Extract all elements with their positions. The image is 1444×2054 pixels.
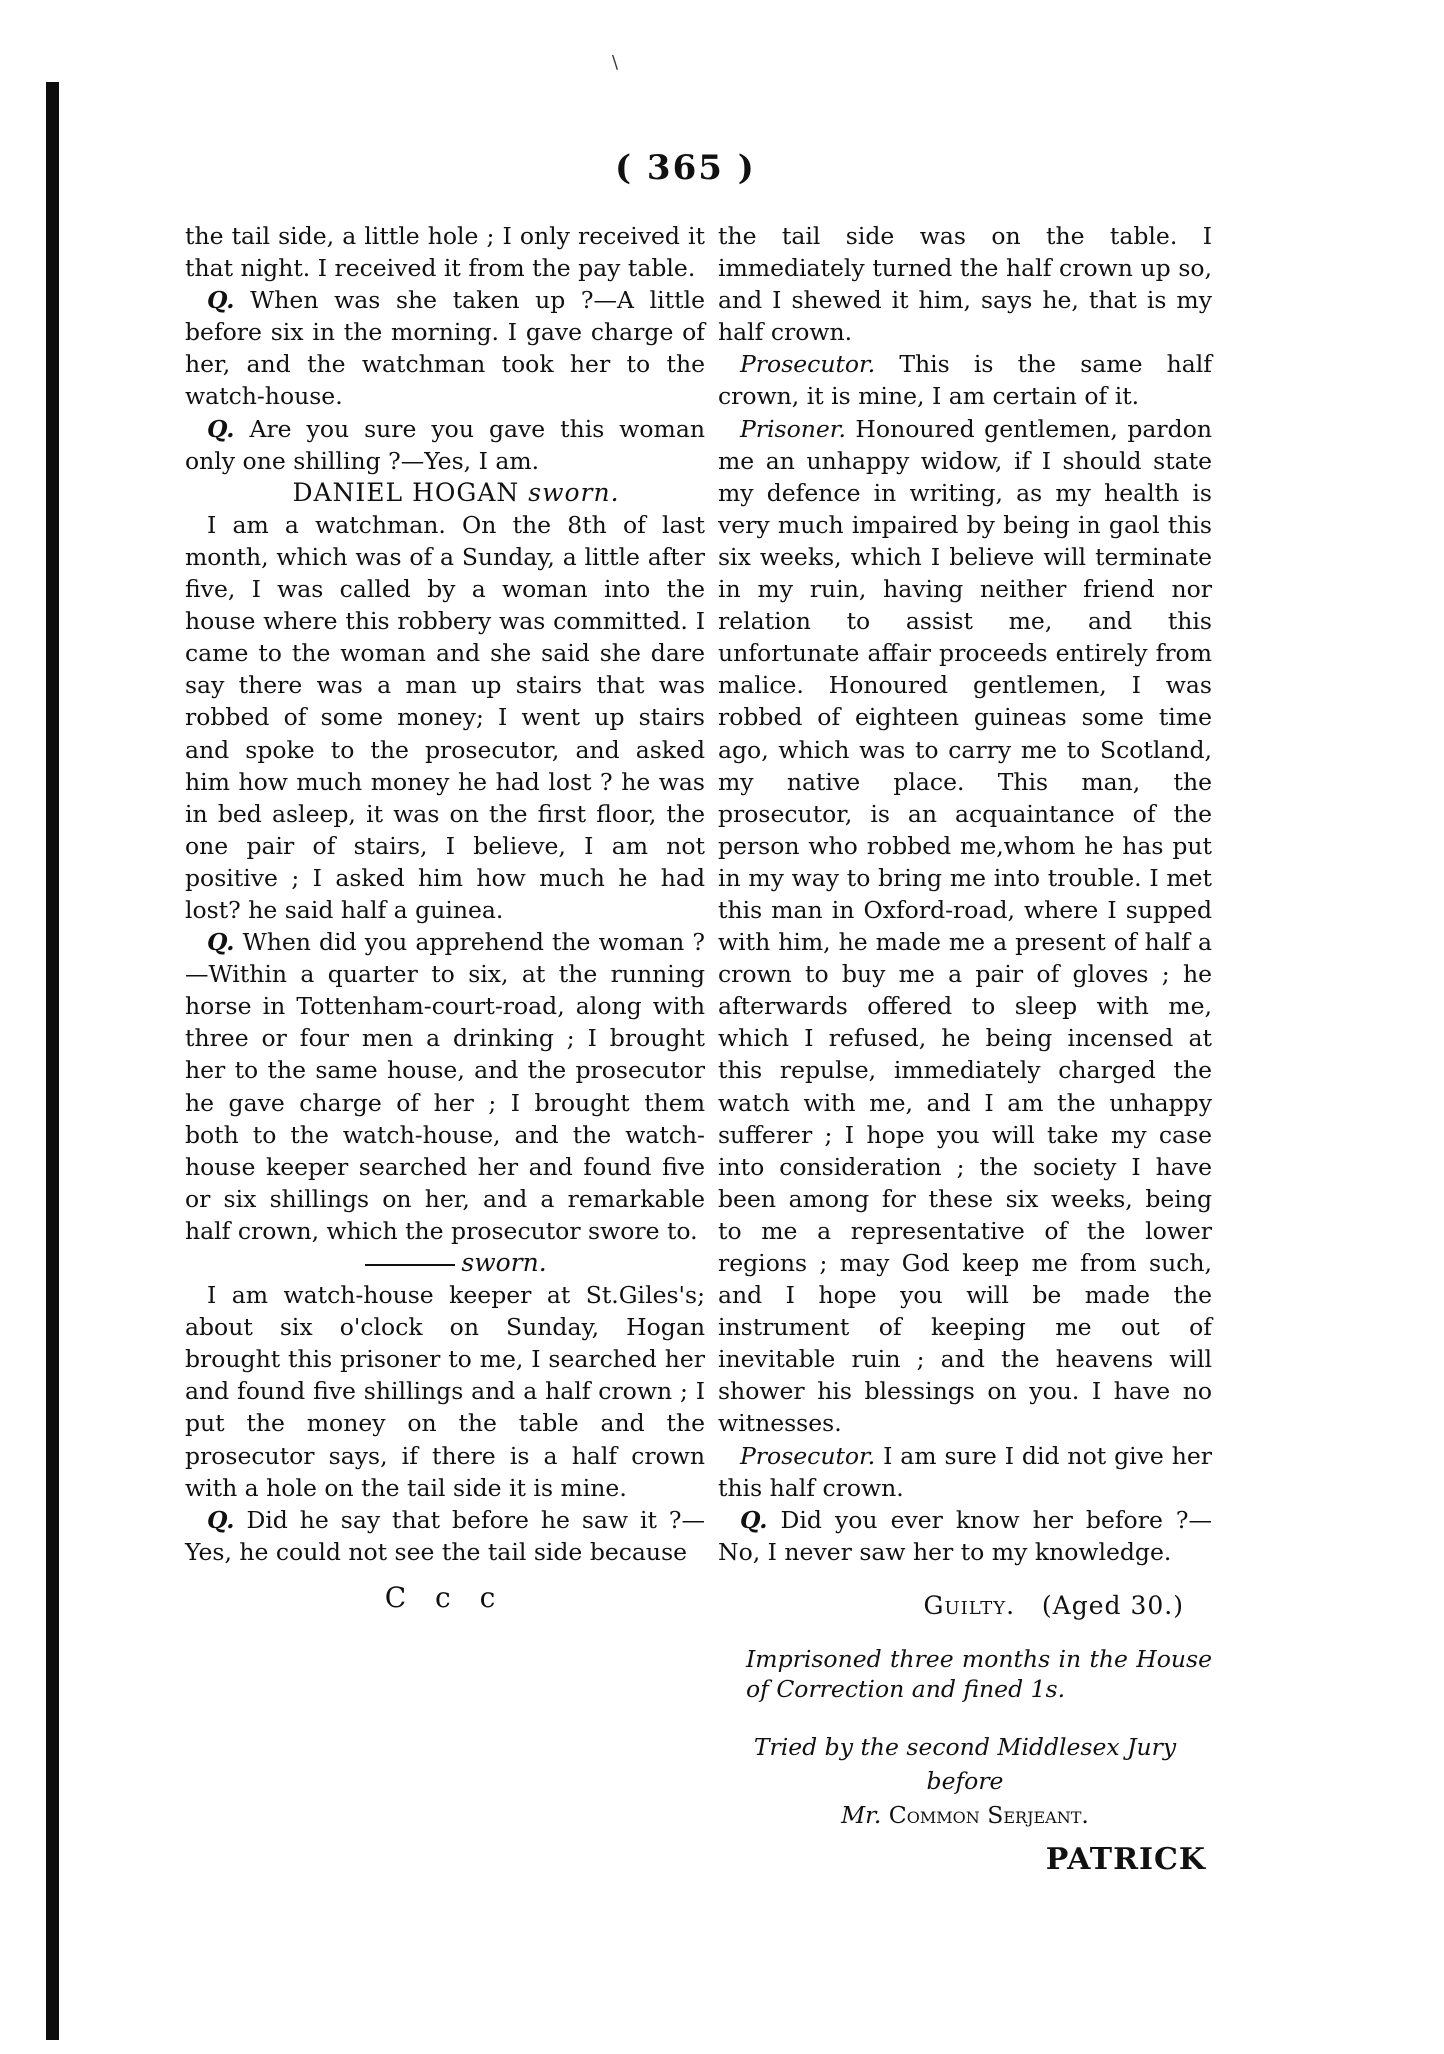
witness-sworn: sworn. xyxy=(528,477,620,507)
paragraph-text: I am sure I did not give her this half crown. xyxy=(718,1441,1212,1502)
paragraph xyxy=(718,348,1212,412)
witness-name: DANIEL HOGAN xyxy=(292,477,520,507)
paragraph: the tail side, a little hole ; I only received it that night. I received it from the pay table. xyxy=(185,222,705,283)
paragraph-text: Did you ever know her before ?—No, I never saw her to my knowledge. xyxy=(718,1505,1212,1566)
paragraph xyxy=(718,1504,1212,1568)
tried-name: Common Serjeant. xyxy=(888,1801,1089,1830)
tried-by xyxy=(718,1730,1212,1832)
question-mark: Q. xyxy=(207,414,235,443)
paragraph-text: Are you sure you gave this woman only one shilling ?—Yes, I am. xyxy=(185,414,705,475)
page-number: ( 365 ) xyxy=(615,148,756,188)
question-mark: Q. xyxy=(207,928,235,957)
paragraph xyxy=(718,413,1212,1440)
paragraph: I am a watchman. On the 8th of last month, which was of a Sunday, a little after five, I was called by a woman into the house where this robbery was committed. I came to the woman and she said she dare say there was a man up stairs that was robbed of some money; I went up stairs and spoke to the prosecutor, and asked him how much money he had lost ? he was in bed asleep, it was on the first floor, the one pair of stairs, I believe, I am not positive ; I asked him how much he had lost? he said half a guinea. xyxy=(185,510,705,924)
speaker-label: Prosecutor. xyxy=(740,350,876,379)
paragraph xyxy=(185,1504,705,1568)
signature-mark: C c c xyxy=(384,1580,506,1614)
verdict-text: Guilty. xyxy=(923,1590,1016,1620)
question-mark: Q. xyxy=(207,286,235,315)
paragraph-text: Did he say that before he saw it ?—Yes, he could not see the tail side because xyxy=(185,1505,705,1566)
dash-rule xyxy=(365,1264,455,1266)
paragraph-text: Honoured gentlemen, pardon me an unhappy widow, if I should state my defence in writing, as my health is very much impaired by being in gaol this six weeks, which I believe will terminate in my ruin, having neither friend nor relation to assist me, and this unfortunate affair proceeds entirely from malice. Honoured gentlemen, I was robbed of eighteen guineas some time ago, which was to carry me to Scotland, my native place. This man, the prosecutor, is an acquaintance of the person who robbed me,whom he has put in my way to bring me into trouble. I met this man in Oxford-road, where I supped with him, he made me a present of half a crown to buy me a pair of gloves ; he afterwards offered to sleep with me, which I refused, he being incensed at this repulse, immediately charged the watch with me, and I am the unhappy sufferer ; I hope you will take my case into consideration ; the society I have been among for these six weeks, being to me a representative of the lower regions ; may God keep me from such, and I hope you will be made the instrument of keeping me out of inevitable ruin ; and the heavens will shower his blessings on you. I have no witnesses. xyxy=(718,414,1212,1438)
paragraph-text: When was she taken up ?—A little before six in the morning. I gave charge of her, and the watchman took her to the watch-house. xyxy=(185,286,705,411)
tried-line: Tried by the second Middlesex Jury before xyxy=(753,1733,1177,1796)
speaker-label: Prisoner. xyxy=(740,414,846,443)
paragraph: the tail side was on the table. I immediately turned the half crown up so, and I shewed it him, says he, that is my half crown. xyxy=(718,222,1212,347)
question-mark: Q. xyxy=(740,1505,768,1534)
question-mark: Q. xyxy=(207,1505,235,1534)
paragraph xyxy=(185,413,705,477)
paragraph-text: This is the same half crown, it is mine, I am certain of it. xyxy=(718,350,1212,411)
paragraph xyxy=(185,926,705,1247)
paragraph xyxy=(718,1440,1212,1504)
sentence: Imprisoned three months in the House of Correction and fined 1s. xyxy=(746,1645,1212,1704)
tick-mark: \ xyxy=(612,52,619,73)
right-column xyxy=(718,220,1212,1876)
witness-sworn: sworn. xyxy=(461,1248,547,1277)
left-column xyxy=(185,220,705,1614)
paragraph: I am watch-house keeper at St.Giles's; about six o'clock on Sunday, Hogan brought this prisoner to me, I searched her and found five shillings and a half crown ; I put the money on the table and the prosecutor says, if there is a half crown with a hole on the tail side it is mine. xyxy=(185,1281,705,1502)
tried-mr: Mr. xyxy=(841,1801,882,1830)
verdict xyxy=(718,1590,1184,1622)
page-binding-edge xyxy=(46,82,59,2040)
catchword: PATRICK xyxy=(1045,1842,1206,1878)
tried-judge xyxy=(718,1798,1212,1832)
speaker-label: Prosecutor. xyxy=(740,1441,876,1470)
witness-heading xyxy=(185,477,705,509)
paragraph xyxy=(185,284,705,412)
verdict-age: (Aged 30.) xyxy=(1041,1590,1184,1620)
witness-heading xyxy=(185,1247,705,1279)
paragraph-text: When did you apprehend the woman ?—Within a quarter to six, at the running horse in Tottenham-court-road, along with three or four men a drinking ; I brought her to the same house, and the prosecutor he gave charge of her ; I brought them both to the watch-house, and the watch-house keeper searched her and found five or six shillings on her, and a remarkable half crown, which the prosecutor swore to. xyxy=(185,928,705,1245)
